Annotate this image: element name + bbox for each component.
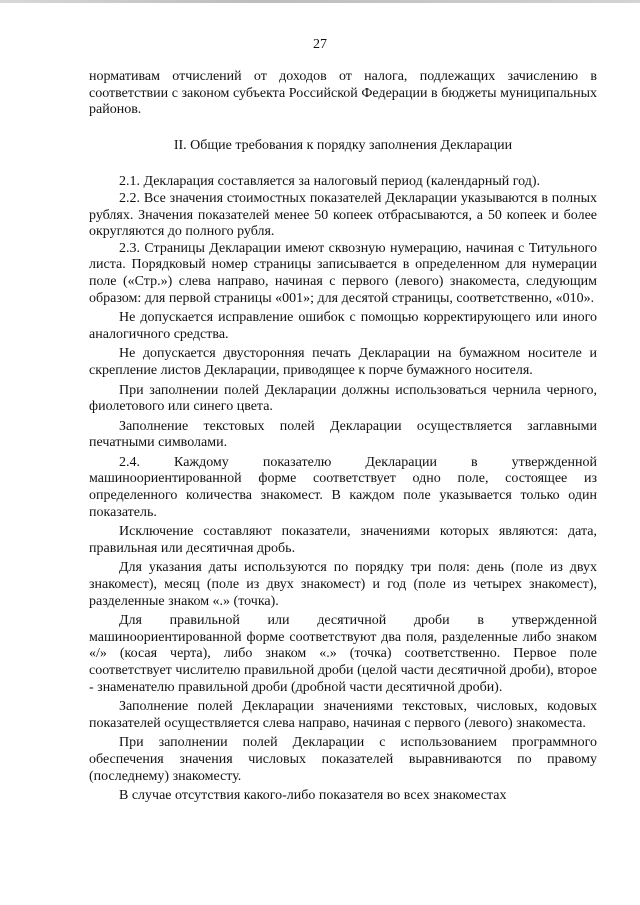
paragraph: Не допускается двусторонняя печать Декларации на бумажном носителе и скрепление листов Декларации, приводящее к порче бумажного носителя. <box>89 346 597 378</box>
paragraph: Для правильной или десятичной дроби в утвержденной машиноориентированной форме соответствуют два поля, разделенные либо знаком «/» (косая черта), либо знаком «.» (точка) соответственно. Первое поле соответствует числителю правильной дроби (целой части десятичной дроби), второе - знаменателю правильной дроби (дробной части десятичной дроби). <box>89 613 597 695</box>
section-heading: II. Общие требования к порядку заполнения Декларации <box>173 137 513 153</box>
paragraph: При заполнении полей Декларации с использованием программного обеспечения значения числовых показателей выравниваются по правому (последнему) знакоместу. <box>89 735 597 784</box>
paragraph: Для указания даты используются по порядку три поля: день (поле из двух знакомест), месяц (поле из двух знакомест) и год (поле из четырех знакомест), разделенные знаком «.» (точка). <box>89 560 597 609</box>
paragraph: Заполнение полей Декларации значениями текстовых, числовых, кодовых показателей осуществляется слева направо, начиная с первого (левого) знакоместа. <box>89 699 597 731</box>
paragraph: В случае отсутствия какого-либо показателя во всех знакоместах <box>119 788 507 804</box>
paragraph: При заполнении полей Декларации должны использоваться чернила черного, фиолетового или синего цвета. <box>89 382 597 415</box>
paragraph: Не допускается исправление ошибок с помощью корректирующего или иного аналогичного средства. <box>89 310 597 342</box>
faded-stamp <box>92 883 94 899</box>
stamp-line <box>92 883 94 891</box>
paragraph: 2.2. Все значения стоимостных показателей Декларации указываются в полных рублях. Значения показателей менее 50 копеек отбрасываются, а 50 копеек и более округляются до полного рубля. <box>89 190 597 240</box>
paragraph: Исключение составляют показатели, значениями которых являются: дата, правильная или десятичная дробь. <box>89 524 597 556</box>
paragraph: нормативам отчислений от доходов от налога, подлежащих зачислению в соответствии с законом субъекта Российской Федерации в бюджеты муниципальных районов. <box>89 69 597 118</box>
paragraph: 2.4. Каждому показателю Декларации в утвержденной машиноориентированной форме соответствует одно поле, состоящее из определенного количества знакомест. В каждом поле указывается только один показатель. <box>89 454 597 520</box>
document-body <box>89 69 597 805</box>
paragraph: Заполнение текстовых полей Декларации осуществляется заглавными печатными символами. <box>89 418 597 451</box>
paragraph: 2.1. Декларация составляется за налоговый период (календарный год). <box>119 174 541 190</box>
page-number: 27 <box>313 37 327 52</box>
paragraph: 2.3. Страницы Декларации имеют сквозную нумерацию, начиная с Титульного листа. Порядковый номер страницы записывается в определенном для нумерации поле («Стр.») слева направо, начиная с первого (левого) знакоместа, следующим образом: для первой страницы «001»; для десятой страницы, соответственно, «010». <box>89 240 597 306</box>
scan-top-edge <box>0 0 640 3</box>
stamp-line <box>92 891 94 899</box>
